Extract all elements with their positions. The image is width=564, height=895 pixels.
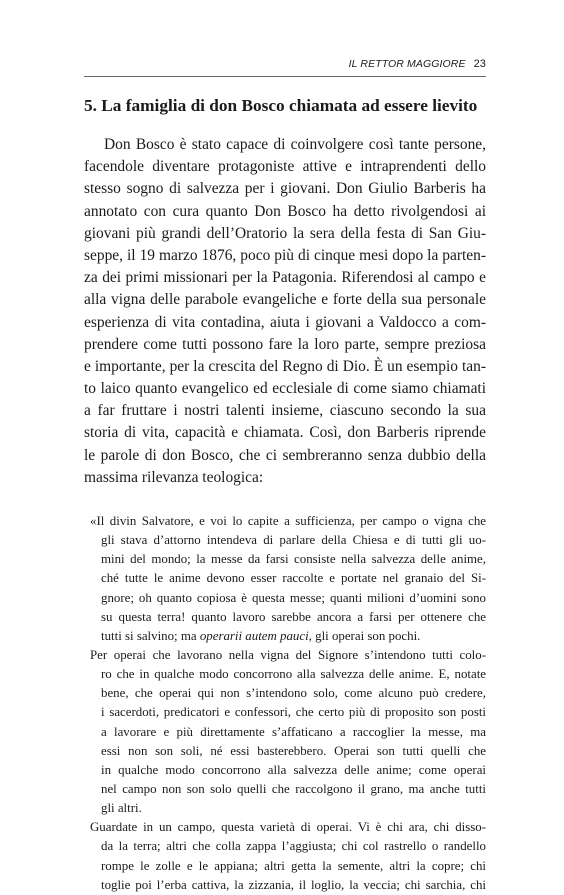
- quote-line: bene, che operai qui non s’intendono solo, come alcuno può credere,: [101, 686, 486, 701]
- running-head: [72, 58, 486, 70]
- body-line: facendole diventare protagoniste attive e intraprendenti dello: [84, 158, 486, 176]
- latin-phrase: operarii autem pauci: [199, 628, 309, 643]
- quote-line: toglie poi l’erba cattiva, la zizzania, il loglio, la veccia; chi sarchia, chi: [101, 877, 486, 892]
- body-line: alla vigna delle parabole evangeliche e forte della sua personale: [84, 291, 486, 309]
- quote-line: rompe le zolle e le appiana; altri getta la semente, altri la copre; chi: [101, 858, 486, 873]
- section-heading: 5. La famiglia di don Bosco chiamata ad essere lievito: [84, 96, 478, 115]
- quote-line: i sacerdoti, predicatori e confessori, che certo più di proposito son posti: [101, 705, 486, 720]
- header-rule: [84, 76, 486, 77]
- body-line: le parole di don Bosco, che ci sembreranno senza dubbio della: [84, 446, 486, 464]
- body-line: seppe, il 19 marzo 1876, poco più di cinque mesi dopo la parten-: [84, 246, 486, 264]
- body-line: esperienza di vita contadina, aiuta i giovani a Valdocco a com-: [84, 313, 486, 331]
- quote-line: nel campo non son solo quelli che raccolgono il grano, ma anche tutti: [101, 781, 486, 796]
- body-line: za dei primi missionari per la Patagonia. Riferendosi al campo e: [84, 269, 486, 287]
- body-line: storia di vita, capacità e chiamata. Così, don Barberis riprende: [84, 424, 486, 442]
- quote-line: [90, 627, 486, 646]
- quote-line: a lavorare e più direttamente s’affaticano a raccoglier la messe, ma: [101, 724, 486, 739]
- body-line: prendere come tutti possono fare la loro parte, sempre preziosa: [84, 335, 486, 353]
- quote-text-segment: , gli operai son pochi.: [308, 628, 421, 643]
- running-head-title: IL RETTOR MAGGIORE: [348, 58, 466, 70]
- body-line: a far fruttare i nostri talenti insieme, ciascuno secondo la sua: [84, 402, 486, 420]
- body-line: Don Bosco è stato capace di coinvolgere così tante persone,: [104, 136, 486, 153]
- quote-line: Per operai che lavorano nella vigna del Signore s’intendono tutti colo-: [90, 647, 486, 662]
- body-line: massima rilevanza teologica:: [84, 468, 264, 486]
- quote-line: Guardate in un campo, questa varietà di operai. Vi è chi ara, chi disso-: [90, 820, 486, 835]
- body-line: annotato con cura quanto Don Bosco ha detto rivolgendosi ai: [84, 202, 486, 220]
- quote-line: ché tutte le anime devono esser raccolte e portate nel granaio del Si-: [101, 571, 486, 586]
- quote-line: in qualche modo concorrono alla salvezza delle anime; come operai: [101, 762, 486, 777]
- body-line: e importante, per la crescita del Regno di Dio. È un esempio tan-: [84, 357, 486, 375]
- quote-line: essi non son soli, né essi basterebbero. Operai son tutti quelli che: [101, 743, 486, 758]
- quote-line: su questa terra! quanto lavoro sarebbe ancora a farsi per ottenere che: [101, 609, 486, 624]
- page-number: 23: [473, 58, 486, 70]
- quote-line: da la terra; altri che colla zappa l’aggiusta; chi col rastrello o randello: [101, 839, 486, 854]
- body-paragraph: [84, 134, 486, 489]
- quote-line: gli stava d’attorno intendeva di parlare della Chiesa e di tutti gli uo-: [101, 533, 486, 548]
- block-quote: [90, 512, 486, 895]
- quote-text-segment: tutti si salvino; ma: [101, 628, 200, 643]
- quote-line: gnore; oh quanto copiosa è questa messe; quanti milioni d’uomini sono: [101, 590, 486, 605]
- body-line: giovani più grandi dell’Oratorio la sera della festa di San Giu-: [84, 224, 486, 242]
- quote-line: «Il divin Salvatore, e voi lo capite a sufficienza, per campo o vigna che: [90, 514, 486, 528]
- quote-line: ro che in qualche modo concorrono alla salvezza delle anime. E, notate: [101, 667, 486, 682]
- body-line: stesso sogno di salvezza per i giovani. Don Giulio Barberis ha: [84, 180, 486, 198]
- quote-line: gli altri.: [101, 801, 142, 816]
- body-line: to laico quanto evangelico ed ecclesiale di come siamo chiamati: [84, 380, 486, 398]
- quote-line: mini del mondo; la messe da farsi consiste nella salvezza delle anime,: [101, 552, 486, 567]
